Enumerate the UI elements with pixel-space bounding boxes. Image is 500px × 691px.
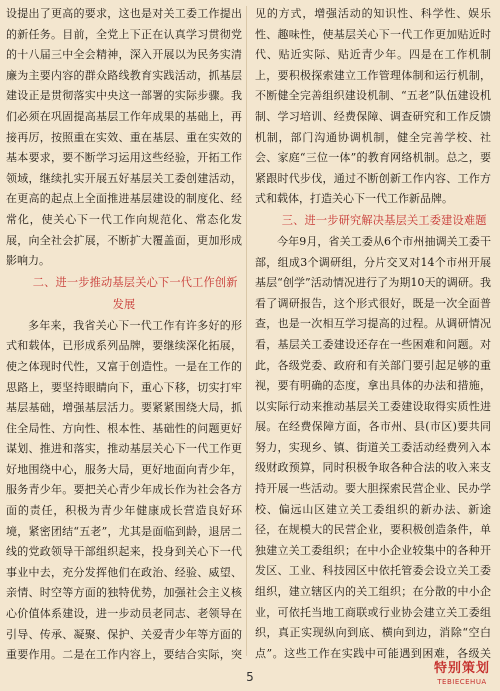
page-number: 5	[246, 670, 254, 684]
brand-subtitle: TEBIECEHUA	[437, 678, 487, 686]
section-heading: 二、进一步推动基层关心下一代工作创新发展	[32, 275, 238, 311]
brand-title: 特别策划	[433, 661, 490, 676]
paragraph: 设提出了更高的要求，这也是对关工委工作提出的新任务。目前，全党上下正在认真学习贯彻党的十八届三中全会精神，深入开展以为民务实清廉为主要内容的群众路线教育实践活动，抓基层建设正是贯彻落实中央这一部署的实际步骤。我们必须在巩固提高基层工作年成果的基础上，再接再厉，按照重在实效、重在基层、重在实效的基本要求，要不断学习运用这些经验，开拓工作领域，继续扎实开展五好基层关工委创建活动，在更高的起点上全面推进基层建设的制度化、经常化，使关心下一代工作向规范化、常态化发展，向全社会扩展，不断扩大覆盖面，更加形成影响力。	[6, 7, 242, 268]
left-column	[6, 4, 242, 664]
paragraph: 今年9月，省关工委从6个市州抽调关工委干部，组成3个调研组，分片交叉对14个市州开展基层“创学”活动情况进行了为期10天的调研。我看了调研报告，这个形式很好，既是一次全面普查，也是一次相互学习提高的过程。从调研情况看，基层关工委建设还存在一些困难和问题。对此，各级党委、政府和有关部门要引起足够的重视，要有明确的态度，拿出具体的办法和措施，以实际行动来推动基层关工委建设取得实质性进展。在经费保障方面，各市州、县(市区)要共同努力，实现乡、镇、街道关工委活动经费列入本级财政预算，同时积极争取各种合法的收入来支持开展一些活动。要大胆探索民营企业、民办学校、偏远山区建立关工委组织的新办法、新途径，在规模大的民营企业，要积极创造条件，单独建立关工委组织；在中小企业较集中的各种开发区、工业、科技园区中依托管委会设立关工委组织，建立辖区内的关工组织；在分散的中小企业，可依托当地工商联或行业协会建立关工委组织，真正实现纵向到底、横向到边，消除“空白点”。这些工作在实践中可能遇到困难，各级关	[255, 234, 491, 660]
right-column	[255, 4, 491, 664]
paragraph: 见的方式，增强活动的知识性、科学性、娱乐性、趣味性，使基层关心下一代工作更加贴近时代、贴近实际、贴近青少年。四是在工作机制上，要积极探索建立工作管理体制和运行机制，不断健全完善组织建设机制、“五老”队伍建设机制、学习培训、经费保障、调查研究和工作反馈机制，部门沟通协调机制，健全完善学校、社会、家庭“三位一体”的教育网络机制。总之，要紧跟时代步伐，通过不断创新工作内容、工作方式和载体，打造关心下一代工作新品牌。	[255, 7, 491, 206]
column-divider	[246, 6, 247, 656]
paragraph: 多年来，我省关心下一代工作有许多好的形式和载体，已形成系列品牌，要继续深化拓展，使之体现时代性，又富于创造性。一是在工作的思路上，要坚持眼睛向下，重心下移，切实打牢基层基础，增强基层活力。要紧紧围绕大局，抓住全局性、方向性、根本性、基础性的问题更好谋划、推进和落实，推动基层关心下一代工作更好地围绕中心，服务大局，更好地面向青少年，服务青少年。要把关心青少年成长作为社会各方面的责任，积极为青少年健康成长营造良好环境，紧密团结“五老”，尤其是面临到龄，退居二线的党政领导干部组织起来，投身到关心下一代事业中去，充分发挥他们在政治、经验、威望、亲情、时空等方面的独特优势，加强社会主义核心价值体系建设，进一步动员老同志、老领导在引导、传承、凝聚、保护、关爱青少年等方面的重要作用。二是在工作内容上，要结合实际，突	[6, 318, 242, 662]
section-brand	[430, 661, 494, 687]
section-heading: 三、进一步研究解决基层关工委建设难题	[281, 213, 487, 227]
